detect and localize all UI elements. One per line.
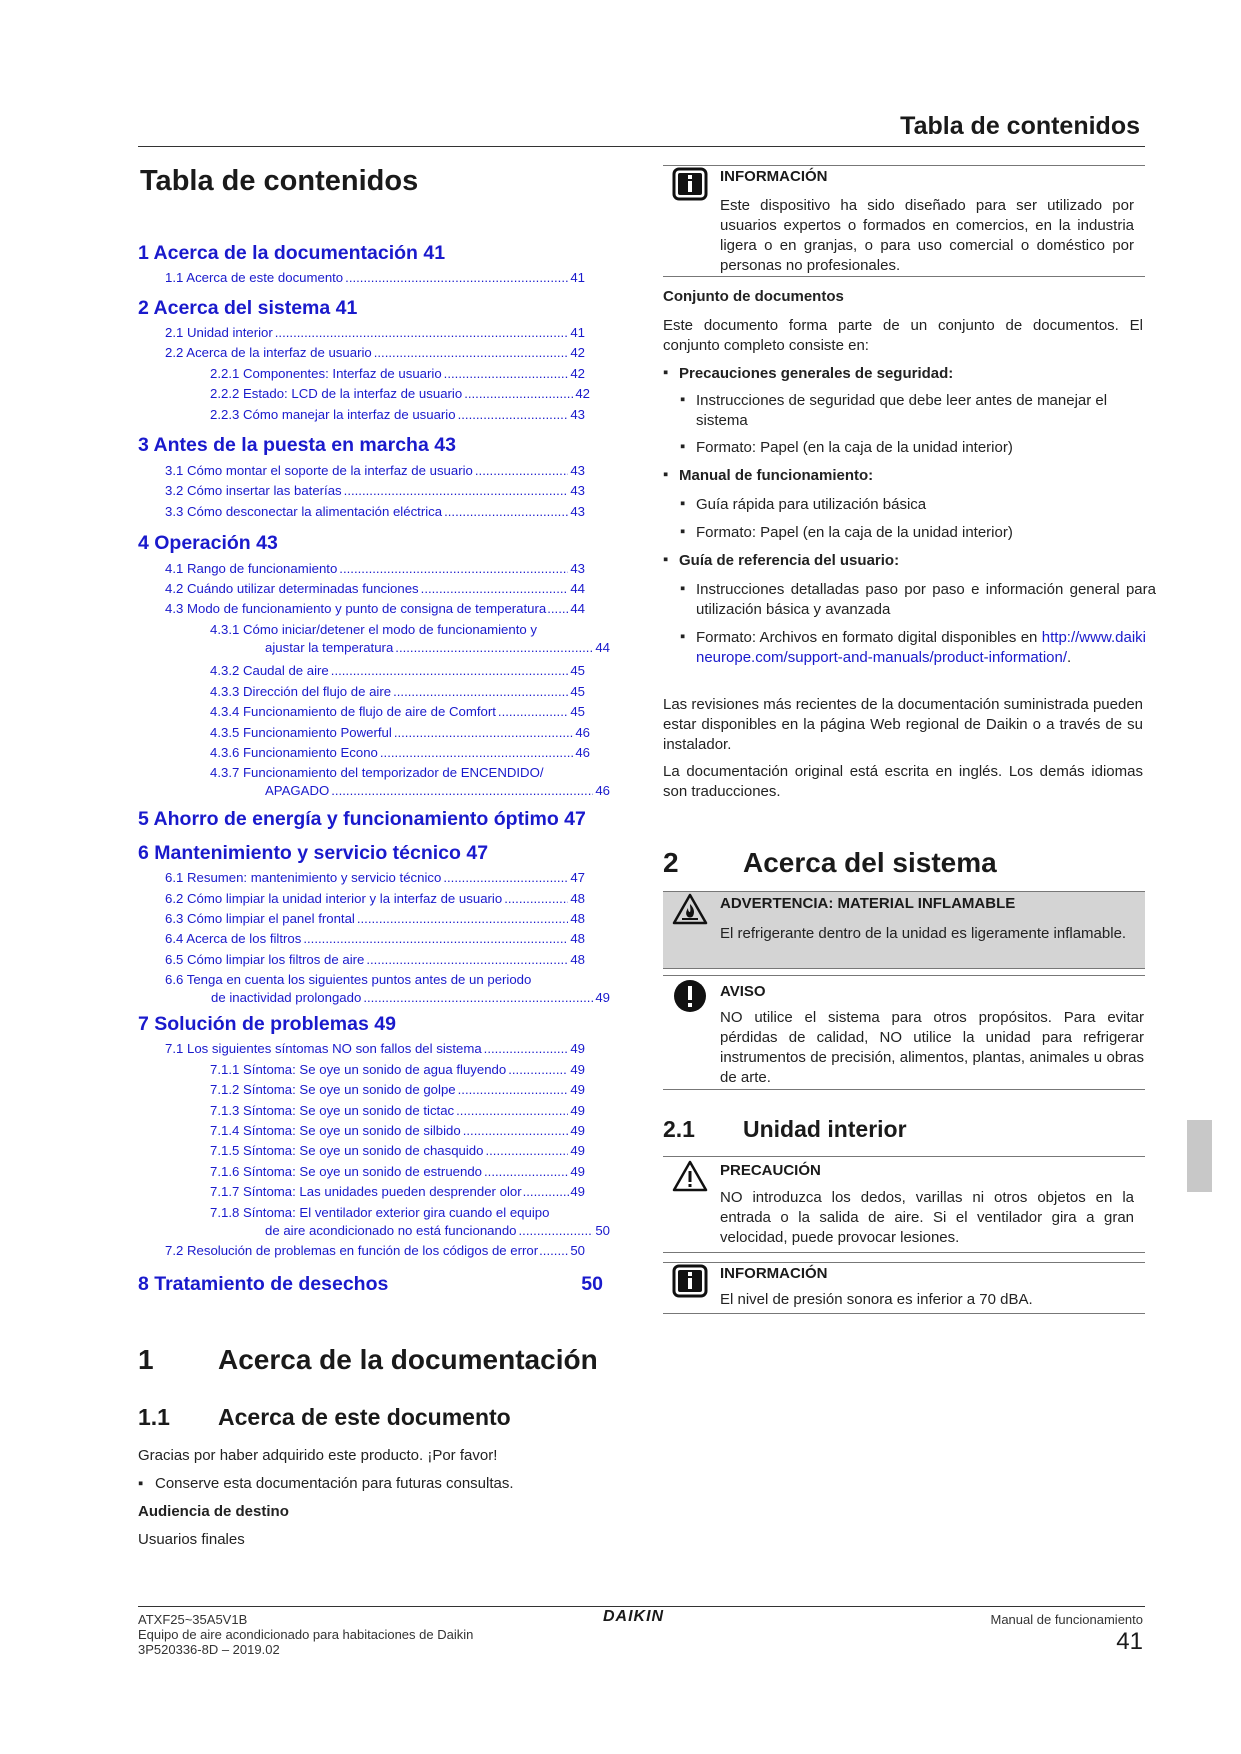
audience-heading: Audiencia de destino bbox=[138, 1503, 289, 1520]
toc-item[interactable]: 2.2.3 Cómo manejar la interfaz de usuario ..... 43 bbox=[210, 407, 585, 422]
notice-body: NO utilice el sistema para otros propósitos. Para evitar pérdidas de calidad, NO utilice la unidad para refrigerar instrumentos de precisión, alimentos, plantas, animales u obras de arte. bbox=[720, 1009, 1144, 1086]
toc-chapter-2[interactable]: 2 Acerca del sistema 41 bbox=[138, 297, 358, 319]
footer-desc: Equipo de aire acondicionado para habitaciones de Daikin bbox=[138, 1627, 474, 1642]
toc-item[interactable]: 7.1.1 Síntoma: Se oye un sonido de agua fluyendo ..... 49 bbox=[210, 1062, 585, 1077]
warning-title: ADVERTENCIA: MATERIAL INFLAMABLE bbox=[720, 895, 1016, 912]
section-1-1-title: Acerca de este documento bbox=[218, 1404, 511, 1430]
warning-body: El refrigerante dentro de la unidad es ligeramente inflamable. bbox=[720, 925, 1127, 942]
toc-item[interactable]: 7.1.6 Síntoma: Se oye un sonido de estruendo ..... 49 bbox=[210, 1164, 585, 1179]
thanks-text: Gracias por haber adquirido este producto. ¡Por favor! bbox=[138, 1447, 498, 1464]
docs-item: Formato: Papel (en la caja de la unidad interior) bbox=[696, 439, 1013, 456]
toc-chapter-4[interactable]: 4 Operación 43 bbox=[138, 532, 278, 554]
toc-item[interactable]: 7.1.4 Síntoma: Se oye un sonido de silbido ..... 49 bbox=[210, 1123, 585, 1138]
toc-heading: Tabla de contenidos bbox=[140, 165, 419, 197]
docs-link[interactable]: http://www.daikineurope.com/support-and-manuals/product-information/ bbox=[696, 629, 1146, 666]
caution-title: PRECAUCIÓN bbox=[720, 1162, 821, 1179]
bullet: ▪ bbox=[680, 628, 686, 645]
toc-item[interactable]: 6.3 Cómo limpiar el panel frontal ..... 48 bbox=[165, 911, 585, 926]
toc-item[interactable]: 4.3.2 Caudal de aire ..... 45 bbox=[210, 663, 585, 678]
toc-item[interactable]: 7.1.3 Síntoma: Se oye un sonido de tictac ..... 49 bbox=[210, 1103, 585, 1118]
info-title: INFORMACIÓN bbox=[720, 168, 828, 185]
docs-item: Formato: Archivos en formato digital disponibles en http://www.daikineurope.com/support-and-manuals/product-information/. bbox=[696, 629, 1146, 666]
toc-item[interactable]: 4.3.1 Cómo iniciar/detener el modo de funcionamiento y ajustar la temperatura ..... 44 bbox=[210, 622, 610, 655]
notice-rule-bottom bbox=[663, 1089, 1145, 1090]
toc-item[interactable]: 4.3.4 Funcionamiento de flujo de aire de Comfort ..... 45 bbox=[210, 704, 585, 719]
notice-title: AVISO bbox=[720, 983, 766, 1000]
caution-rule-bottom bbox=[663, 1252, 1145, 1253]
section-2-number: 2 bbox=[663, 847, 679, 878]
docs-item: Formato: Papel (en la caja de la unidad interior) bbox=[696, 524, 1013, 541]
toc-item[interactable]: 7.1.7 Síntoma: Las unidades pueden desprender olor ..... 49 bbox=[210, 1184, 585, 1199]
footer-rule bbox=[138, 1606, 1145, 1607]
bullet: ▪ bbox=[138, 1475, 144, 1492]
flammable-warning-icon bbox=[672, 893, 708, 925]
audience-text: Usuarios finales bbox=[138, 1531, 245, 1548]
toc-item[interactable]: 2.2.2 Estado: LCD de la interfaz de usuario ..... 42 bbox=[210, 386, 590, 401]
caution-rule-top bbox=[663, 1156, 1145, 1157]
docs-group-2: Manual de funcionamiento: bbox=[679, 467, 874, 484]
original-lang-text: La documentación original está escrita en inglés. Los demás idiomas son traducciones. bbox=[663, 763, 1143, 800]
toc-item[interactable]: 2.1 Unidad interior ..... 41 bbox=[165, 325, 585, 340]
toc-item[interactable]: 7.1.2 Síntoma: Se oye un sonido de golpe ..... 49 bbox=[210, 1082, 585, 1097]
toc-item[interactable]: 2.2.1 Componentes: Interfaz de usuario ..... 42 bbox=[210, 366, 585, 381]
toc-item[interactable]: 3.1 Cómo montar el soporte de la interfaz de usuario ..... 43 bbox=[165, 463, 585, 478]
info-box-rule-bottom bbox=[663, 276, 1145, 277]
info-body: Este dispositivo ha sido diseñado para ser utilizado por usuarios expertos o formados en comercios, en la industria ligera o en granjas, o para uso comercial o doméstico por personas no profesionales. bbox=[720, 197, 1134, 274]
section-2-title: Acerca del sistema bbox=[743, 847, 997, 878]
docs-item: Instrucciones de seguridad que debe leer antes de manejar el sistema bbox=[696, 392, 1108, 429]
bullet: ▪ bbox=[663, 364, 669, 381]
toc-item[interactable]: 2.2 Acerca de la interfaz de usuario ..... 42 bbox=[165, 345, 585, 360]
bullet: ▪ bbox=[680, 580, 686, 597]
toc-item[interactable]: 7.2 Resolución de problemas en función de los códigos de error ..... 50 bbox=[165, 1243, 585, 1258]
bullet: ▪ bbox=[680, 495, 686, 512]
toc-item[interactable]: 3.2 Cómo insertar las baterías ..... 43 bbox=[165, 483, 585, 498]
page-side-tab bbox=[1187, 1120, 1212, 1192]
section-1-number: 1 bbox=[138, 1344, 154, 1375]
keep-docs-text: Conserve esta documentación para futuras consultas. bbox=[155, 1475, 514, 1492]
bullet: ▪ bbox=[663, 551, 669, 568]
docs-intro: Este documento forma parte de un conjunto de documentos. El conjunto completo consiste en: bbox=[663, 317, 1143, 354]
docs-heading: Conjunto de documentos bbox=[663, 288, 844, 305]
toc-item[interactable]: 4.3.7 Funcionamiento del temporizador de ENCENDIDO/ APAGADO ..... 46 bbox=[210, 765, 610, 798]
toc-item[interactable]: 4.3 Modo de funcionamiento y punto de consigna de temperatura ..... 44 bbox=[165, 601, 585, 616]
toc-item[interactable]: 6.2 Cómo limpiar la unidad interior y la interfaz de usuario ..... 48 bbox=[165, 891, 585, 906]
caution-icon bbox=[672, 1160, 708, 1192]
info-icon bbox=[672, 167, 708, 201]
info-box-2-rule-top bbox=[663, 1262, 1145, 1263]
toc-item[interactable]: 4.3.3 Dirección del flujo de aire ..... 45 bbox=[210, 684, 585, 699]
footer-code: 3P520336-8D – 2019.02 bbox=[138, 1642, 280, 1657]
footer-left bbox=[138, 1612, 473, 1657]
toc-chapter-3[interactable]: 3 Antes de la puesta en marcha 43 bbox=[138, 434, 456, 456]
section-2-1-title: Unidad interior bbox=[743, 1116, 907, 1142]
section-2-1-number: 2.1 bbox=[663, 1116, 695, 1142]
bullet: ▪ bbox=[680, 391, 686, 408]
caution-body: NO introduzca los dedos, varillas ni otros objetos en la entrada o la salida de aire. Si el ventilador gira a gran velocidad, puede provocar lesiones. bbox=[720, 1189, 1134, 1246]
daikin-logo: DAIKIN bbox=[603, 1608, 665, 1625]
notice-rule-top bbox=[663, 975, 1145, 976]
toc-chapter-8[interactable]: 8 Tratamiento de desechos 50 bbox=[138, 1273, 603, 1295]
footer-manual: Manual de funcionamiento bbox=[990, 1612, 1143, 1627]
header-rule bbox=[138, 146, 1145, 147]
docs-group-3: Guía de referencia del usuario: bbox=[679, 552, 900, 569]
bullet: ▪ bbox=[663, 466, 669, 483]
info-2-title: INFORMACIÓN bbox=[720, 1265, 828, 1282]
toc-item[interactable]: 7.1.8 Síntoma: El ventilador exterior gira cuando el equipo de aire acondicionado no está funcionando ..... 50 bbox=[210, 1205, 610, 1238]
toc-item[interactable]: 4.3.5 Funcionamiento Powerful ..... 46 bbox=[210, 725, 590, 740]
toc-item[interactable]: 6.5 Cómo limpiar los filtros de aire ..... 48 bbox=[165, 952, 585, 967]
toc-item[interactable]: 3.3 Cómo desconectar la alimentación eléctrica ..... 43 bbox=[165, 504, 585, 519]
bullet: ▪ bbox=[680, 523, 686, 540]
info-2-body: El nivel de presión sonora es inferior a 70 dBA. bbox=[720, 1291, 1033, 1308]
toc-item[interactable]: 7.1.5 Síntoma: Se oye un sonido de chasquido ..... 49 bbox=[210, 1143, 585, 1158]
toc-item[interactable]: 6.1 Resumen: mantenimiento y servicio técnico ..... 47 bbox=[165, 870, 585, 885]
toc-item[interactable]: 1.1 Acerca de este documento ..... 41 bbox=[165, 270, 585, 285]
toc-chapter-7[interactable]: 7 Solución de problemas 49 bbox=[138, 1013, 396, 1035]
toc-item[interactable]: 4.1 Rango de funcionamiento ..... 43 bbox=[165, 561, 585, 576]
footer-page-number: 41 bbox=[1116, 1628, 1143, 1655]
notice-icon bbox=[673, 979, 707, 1013]
docs-item: Guía rápida para utilización básica bbox=[696, 496, 927, 513]
toc-chapter-6[interactable]: 6 Mantenimiento y servicio técnico 47 bbox=[138, 842, 489, 864]
footer-model: ATXF25~35A5V1B bbox=[138, 1612, 248, 1627]
toc-item[interactable]: 7.1 Los siguientes síntomas NO son fallos del sistema ..... 49 bbox=[165, 1041, 585, 1056]
docs-group-1: Precauciones generales de seguridad: bbox=[679, 365, 954, 382]
info-box-2-rule-bottom bbox=[663, 1313, 1145, 1314]
section-1-title: Acerca de la documentación bbox=[218, 1344, 598, 1375]
toc-chapter-1[interactable]: 1 Acerca de la documentación 41 bbox=[138, 242, 446, 264]
toc-chapter-5[interactable]: 5 Ahorro de energía y funcionamiento óptimo 47 bbox=[138, 808, 586, 830]
running-header-title: Tabla de contenidos bbox=[900, 112, 1140, 140]
info-icon bbox=[672, 1264, 708, 1298]
docs-item: Instrucciones detalladas paso por paso e información general para utilización básica y avanzada bbox=[696, 581, 1156, 618]
toc-item[interactable]: 6.6 Tenga en cuenta los siguientes puntos antes de un periodo de inactividad prolongado ..... 49 bbox=[165, 972, 610, 1005]
info-box-rule-top bbox=[663, 165, 1145, 166]
toc-item[interactable]: 6.4 Acerca de los filtros ..... 48 bbox=[165, 931, 585, 946]
revisions-text: Las revisiones más recientes de la documentación suministrada pueden estar disponibles en la página Web regional de Daikin o a través de su instalador. bbox=[663, 696, 1143, 753]
bullet: ▪ bbox=[680, 438, 686, 455]
toc-item[interactable]: 4.2 Cuándo utilizar determinadas funciones ..... 44 bbox=[165, 581, 585, 596]
toc-item[interactable]: 4.3.6 Funcionamiento Econo ..... 46 bbox=[210, 745, 590, 760]
section-1-1-number: 1.1 bbox=[138, 1404, 170, 1430]
